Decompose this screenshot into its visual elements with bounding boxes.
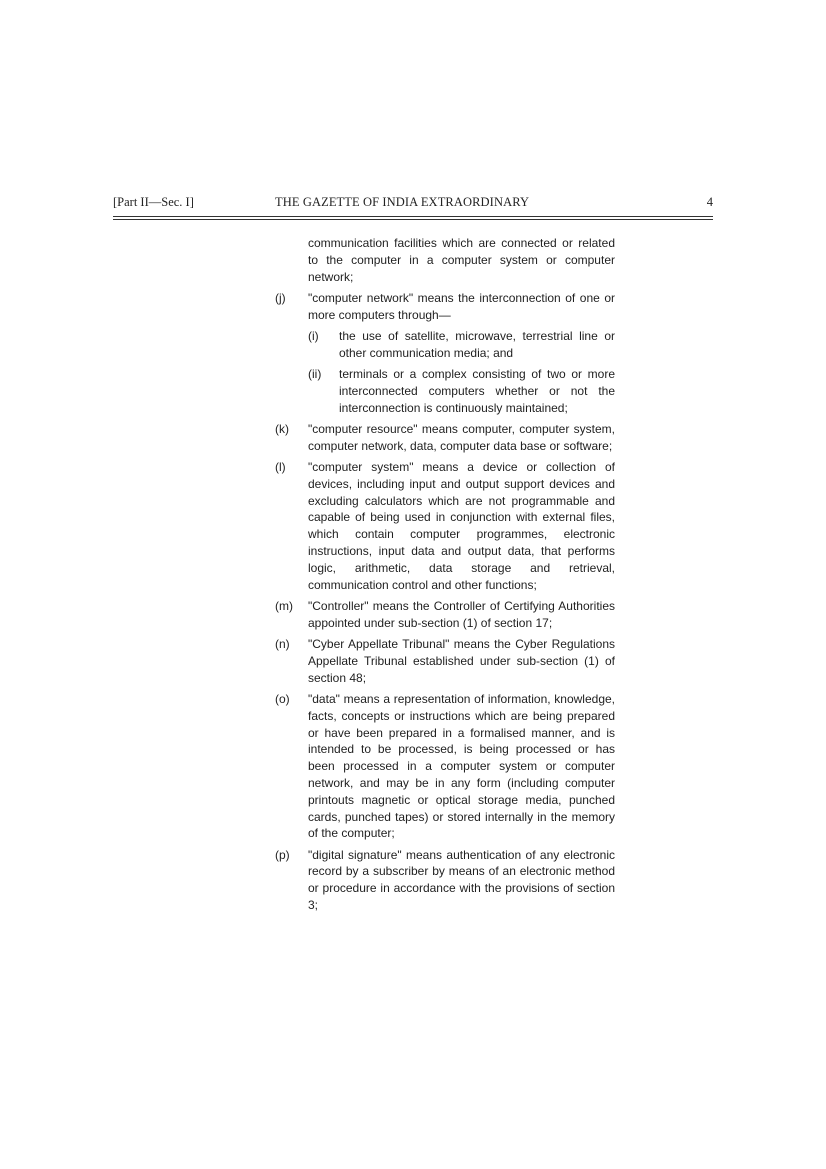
definition-text: "Controller" means the Controller of Certifying Authorities appointed under sub-section (1) of section 17;: [308, 598, 615, 630]
definition-label: (l): [275, 460, 286, 475]
page-header: [113, 195, 713, 211]
definition-p: [275, 847, 615, 914]
definition-text: "data" means a representation of information, knowledge, facts, concepts or instructions which are being prepared or have been prepared in a formalised manner, and is intended to be processed, is being processed or has been processed in a computer system or computer network, and may be in any form (including computer printouts magnetic or optical storage media, punched cards, punched tapes) or stored internally in the memory of the computer;: [308, 691, 615, 841]
definition-text: "Cyber Appellate Tribunal" means the Cyber Regulations Appellate Tribunal established under sub-section (1) of section 48;: [308, 637, 615, 685]
part-section-label: [Part II—Sec. I]: [113, 195, 194, 209]
subclause-ii: [308, 366, 615, 416]
header-rule-top: [113, 216, 713, 217]
definition-text: "computer resource" means computer, computer system, computer network, data, computer data base or software;: [308, 421, 615, 453]
subclause-label: (i): [308, 328, 319, 343]
definition-text: "computer network" means the interconnection of one or more computers through—: [308, 290, 615, 322]
subclause-i: [308, 328, 615, 362]
definitions-body: [275, 235, 615, 918]
definition-label: (k): [275, 421, 289, 436]
definition-label: (j): [275, 290, 286, 305]
definition-text: "digital signature" means authentication of any electronic record by a subscriber by means of an electronic method or procedure in accordance with the provisions of section 3;: [308, 847, 615, 912]
definition-label: (p): [275, 847, 290, 862]
page-number: 4: [706, 195, 713, 209]
subclause-label: (ii): [308, 367, 322, 382]
definition-m: [275, 598, 615, 632]
definition-label: (o): [275, 691, 290, 706]
gazette-title: THE GAZETTE OF INDIA EXTRAORDINARY: [275, 195, 530, 209]
definition-label: (m): [275, 598, 293, 613]
definition-l: [275, 459, 615, 593]
definition-k: [275, 421, 615, 455]
definition-label: (n): [275, 637, 290, 652]
subclause-text: the use of satellite, microwave, terrestrial line or other communication media; and: [339, 328, 615, 360]
definition-o: [275, 691, 615, 842]
definition-n: [275, 636, 615, 686]
continuation-text: communication facilities which are connected or related to the computer in a computer system or computer network;: [308, 236, 615, 284]
subclause-text: terminals or a complex consisting of two or more interconnected computers whether or not the interconnection is continuously maintained;: [339, 367, 615, 415]
header-rule-bottom: [113, 219, 713, 220]
definition-j: [275, 290, 615, 417]
definition-text: "computer system" means a device or collection of devices, including input and output support devices and excluding calculators which are not programmable and capable of being used in conjunction with external files, which contain computer programmes, electronic instructions, input data and output data, that performs logic, arithmetic, data storage and retrieval, communication control and other functions;: [308, 460, 615, 592]
